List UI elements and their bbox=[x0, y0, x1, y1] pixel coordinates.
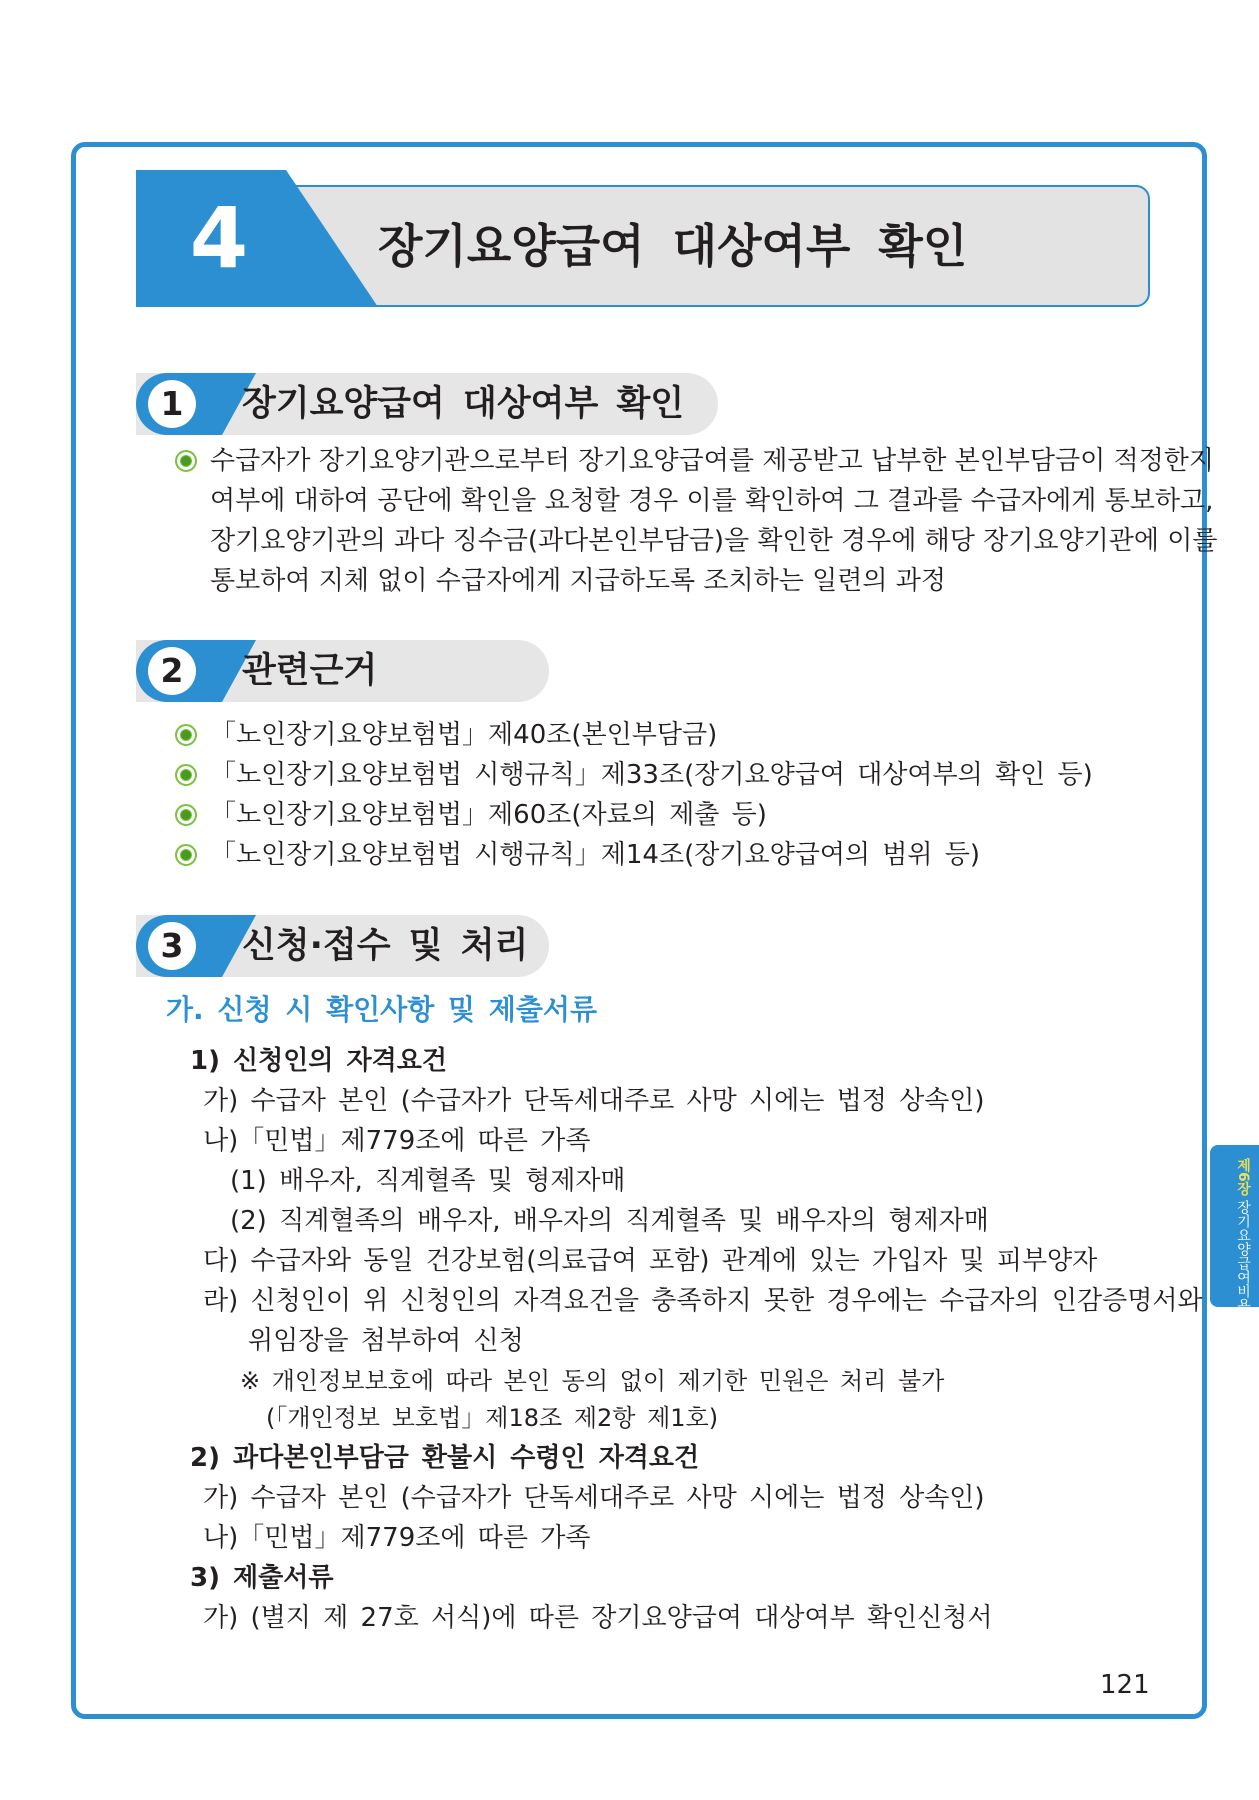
paragraph-line: 통보하여 지체 없이 수급자에게 지급하도록 조치하는 일련의 과정 bbox=[210, 566, 946, 596]
bullet-icon bbox=[175, 804, 197, 826]
side-tab-label bbox=[1220, 1158, 1251, 1345]
note-reference: (「개인정보 보호법」제18조 제2항 제1호) bbox=[266, 1404, 719, 1432]
paragraph-line: 여부에 대하여 공단에 확인을 요청할 경우 이를 확인하여 그 결과를 수급자에게 통보하고, bbox=[210, 486, 1214, 516]
section-number: 2 bbox=[148, 647, 196, 695]
chapter-number: 4 bbox=[189, 189, 249, 287]
section-title: 장기요양급여 대상여부 확인 bbox=[242, 384, 685, 424]
section-1-header bbox=[136, 373, 718, 435]
list-item: 가) 수급자 본인 (수급자가 단독세대주로 사망 시에는 법정 상속인) bbox=[203, 1086, 985, 1116]
list-item: 나)「민법」제779조에 따른 가족 bbox=[203, 1126, 591, 1156]
bullet-icon bbox=[175, 844, 197, 866]
list-item: (1) 배우자, 직계혈족 및 형제자매 bbox=[230, 1166, 626, 1196]
side-tab-title: 장기요양급여비용 심사 bbox=[1235, 1200, 1251, 1345]
section-title: 신청·접수 및 처리 bbox=[242, 926, 529, 966]
subheading: 가. 신청 시 확인사항 및 제출서류 bbox=[166, 993, 598, 1026]
heading-qualification: 1) 신청인의 자격요건 bbox=[190, 1046, 448, 1076]
section-3-header bbox=[136, 915, 549, 977]
paragraph-line: 수급자가 장기요양기관으로부터 장기요양급여를 제공받고 납부한 본인부담금이 적정한지 bbox=[210, 446, 1214, 476]
legal-basis-item: 「노인장기요양보험법 시행규칙」제33조(장기요양급여 대상여부의 확인 등) bbox=[210, 760, 1093, 790]
page-number: 121 bbox=[1100, 1670, 1150, 1700]
list-item: 가) 수급자 본인 (수급자가 단독세대주로 사망 시에는 법정 상속인) bbox=[203, 1483, 985, 1513]
list-item: 가) (별지 제 27호 서식)에 따른 장기요양급여 대상여부 확인신청서 bbox=[203, 1603, 993, 1633]
bullet-icon bbox=[175, 724, 197, 746]
list-item: 라) 신청인이 위 신청인의 자격요건을 충족하지 못한 경우에는 수급자의 인감증명서와 bbox=[203, 1286, 1203, 1316]
section-number: 3 bbox=[148, 922, 196, 970]
paragraph-line: 장기요양기관의 과다 징수금(과다본인부담금)을 확인한 경우에 해당 장기요양기관에 이를 bbox=[210, 526, 1218, 556]
list-item: 다) 수급자와 동일 건강보험(의료급여 포함) 관계에 있는 가입자 및 피부양자 bbox=[203, 1246, 1098, 1276]
section-2-header bbox=[136, 640, 549, 702]
heading-documents: 3) 제출서류 bbox=[190, 1563, 334, 1593]
heading-refund-recipient: 2) 과다본인부담금 환불시 수령인 자격요건 bbox=[190, 1443, 700, 1473]
legal-basis-item: 「노인장기요양보험법」제60조(자료의 제출 등) bbox=[210, 800, 767, 830]
list-item-continuation: 위임장을 첨부하여 신청 bbox=[248, 1326, 524, 1356]
bullet-icon bbox=[175, 450, 197, 472]
list-item: (2) 직계혈족의 배우자, 배우자의 직계혈족 및 배우자의 형제자매 bbox=[230, 1206, 989, 1236]
legal-basis-item: 「노인장기요양보험법」제40조(본인부담금) bbox=[210, 720, 718, 750]
legal-basis-item: 「노인장기요양보험법 시행규칙」제14조(장기요양급여의 범위 등) bbox=[210, 840, 981, 870]
section-title: 관련근거 bbox=[242, 651, 378, 691]
section-1-paragraph bbox=[210, 441, 1218, 601]
note: ※ 개인정보보호에 따라 본인 동의 없이 제기한 민원은 처리 불가 bbox=[240, 1367, 945, 1395]
section-number: 1 bbox=[148, 380, 196, 428]
bullet-icon bbox=[175, 764, 197, 786]
chapter-title: 장기요양급여 대상여부 확인 bbox=[378, 219, 968, 273]
list-item: 나)「민법」제779조에 따른 가족 bbox=[203, 1523, 591, 1553]
side-tab-chapter: 제6장 bbox=[1235, 1158, 1251, 1196]
